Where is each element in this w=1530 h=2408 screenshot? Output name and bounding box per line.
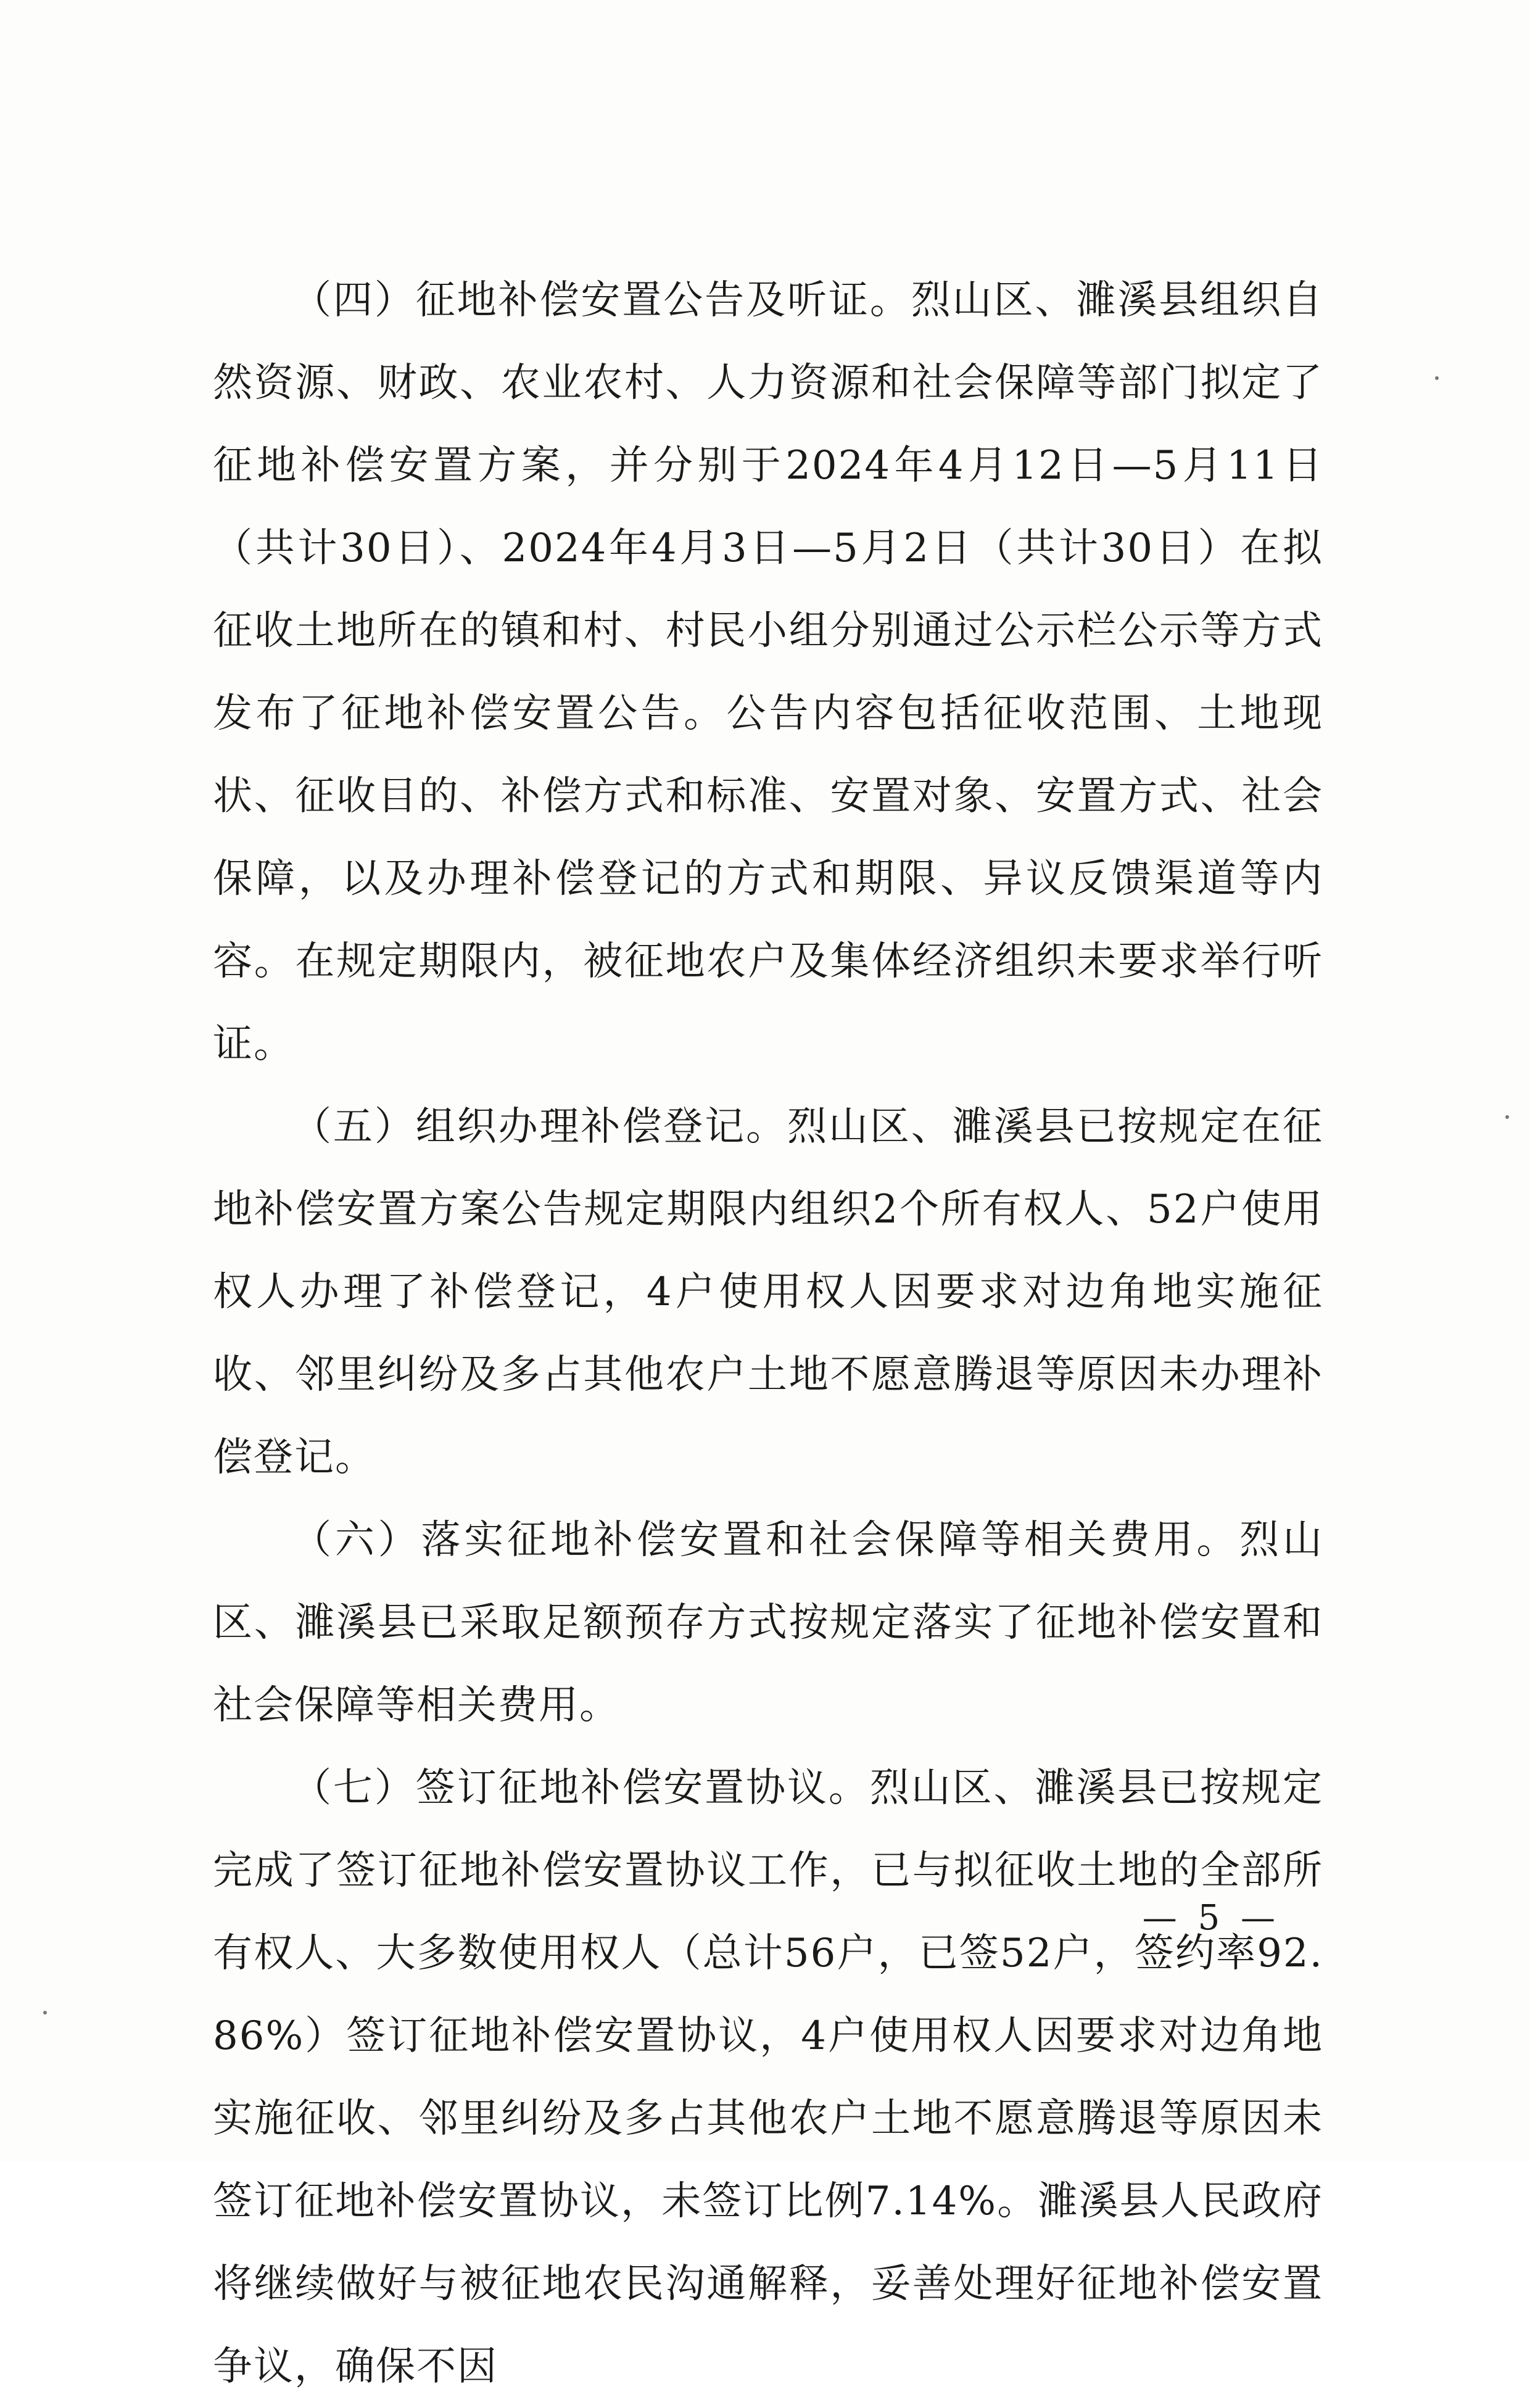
paragraph-agreement-signing: [213, 1747, 1323, 2408]
paragraph-heading: （七）签订征地补偿安置协议。: [292, 1765, 870, 1811]
paragraph-heading: （六）落实征地补偿安置和社会保障等相关费用。: [292, 1517, 1240, 1563]
paragraph-text: 烈山区、濉溪县已按规定完成了签订征地补偿安置协议工作，已与拟征收土地的全部所有权人、大多数使用权人（总计56户，已签52户，签约率92.86%）签订征地补偿安置协议，4户使用权人因要求对边角地实施征收、邻里纠纷及多占其他农户土地不愿意腾退等原因未签订征地补偿安置协议，未签订比例7.14%。濉溪县人民政府将继续做好与被征地农民沟通解释，妥善处理好征地补偿安置争议，确保不因: [213, 1765, 1324, 2389]
paragraph-text: 烈山区、濉溪县组织自然资源、财政、农业农村、人力资源和社会保障等部门拟定了征地补偿安置方案，并分别于2024年4月12日—5月11日（共计30日）、2024年4月3日—5月2日（共计30日）在拟征收土地所在的镇和村、村民小组分别通过公示栏公示等方式发布了征地补偿安置公告。公告内容包括征收范围、土地现状、征收目的、补偿方式和标准、安置对象、安置方式、社会保障，以及办理补偿登记的方式和期限、异议反馈渠道等内容。在规定期限内，被征地农户及集体经济组织未要求举行听证。: [213, 278, 1323, 1067]
paragraph-funding: [213, 1499, 1323, 1747]
scan-speck: [43, 2011, 47, 2014]
scan-speck: [1505, 1115, 1509, 1119]
paragraph-announcement-hearing: [213, 259, 1323, 1086]
paragraph-text: 烈山区、濉溪县已采取足额预存方式按规定落实了征地补偿安置和社会保障等相关费用。: [213, 1517, 1323, 1728]
scan-speck: [1435, 376, 1439, 380]
paragraph-text: 烈山区、濉溪县已按规定在征地补偿安置方案公告规定期限内组织2个所有权人、52户使用权人办理了补偿登记，4户使用权人因要求对边角地实施征收、邻里纠纷及多占其他农户土地不愿意腾退等原因未办理补偿登记。: [213, 1104, 1323, 1480]
paragraph-heading: （五）组织办理补偿登记。: [292, 1104, 787, 1150]
paragraph-heading: （四）征地补偿安置公告及听证。: [292, 278, 911, 323]
page-number: — 5 —: [1142, 1898, 1280, 1938]
document-body: [213, 259, 1323, 2408]
paragraph-compensation-registration: [213, 1086, 1323, 1499]
